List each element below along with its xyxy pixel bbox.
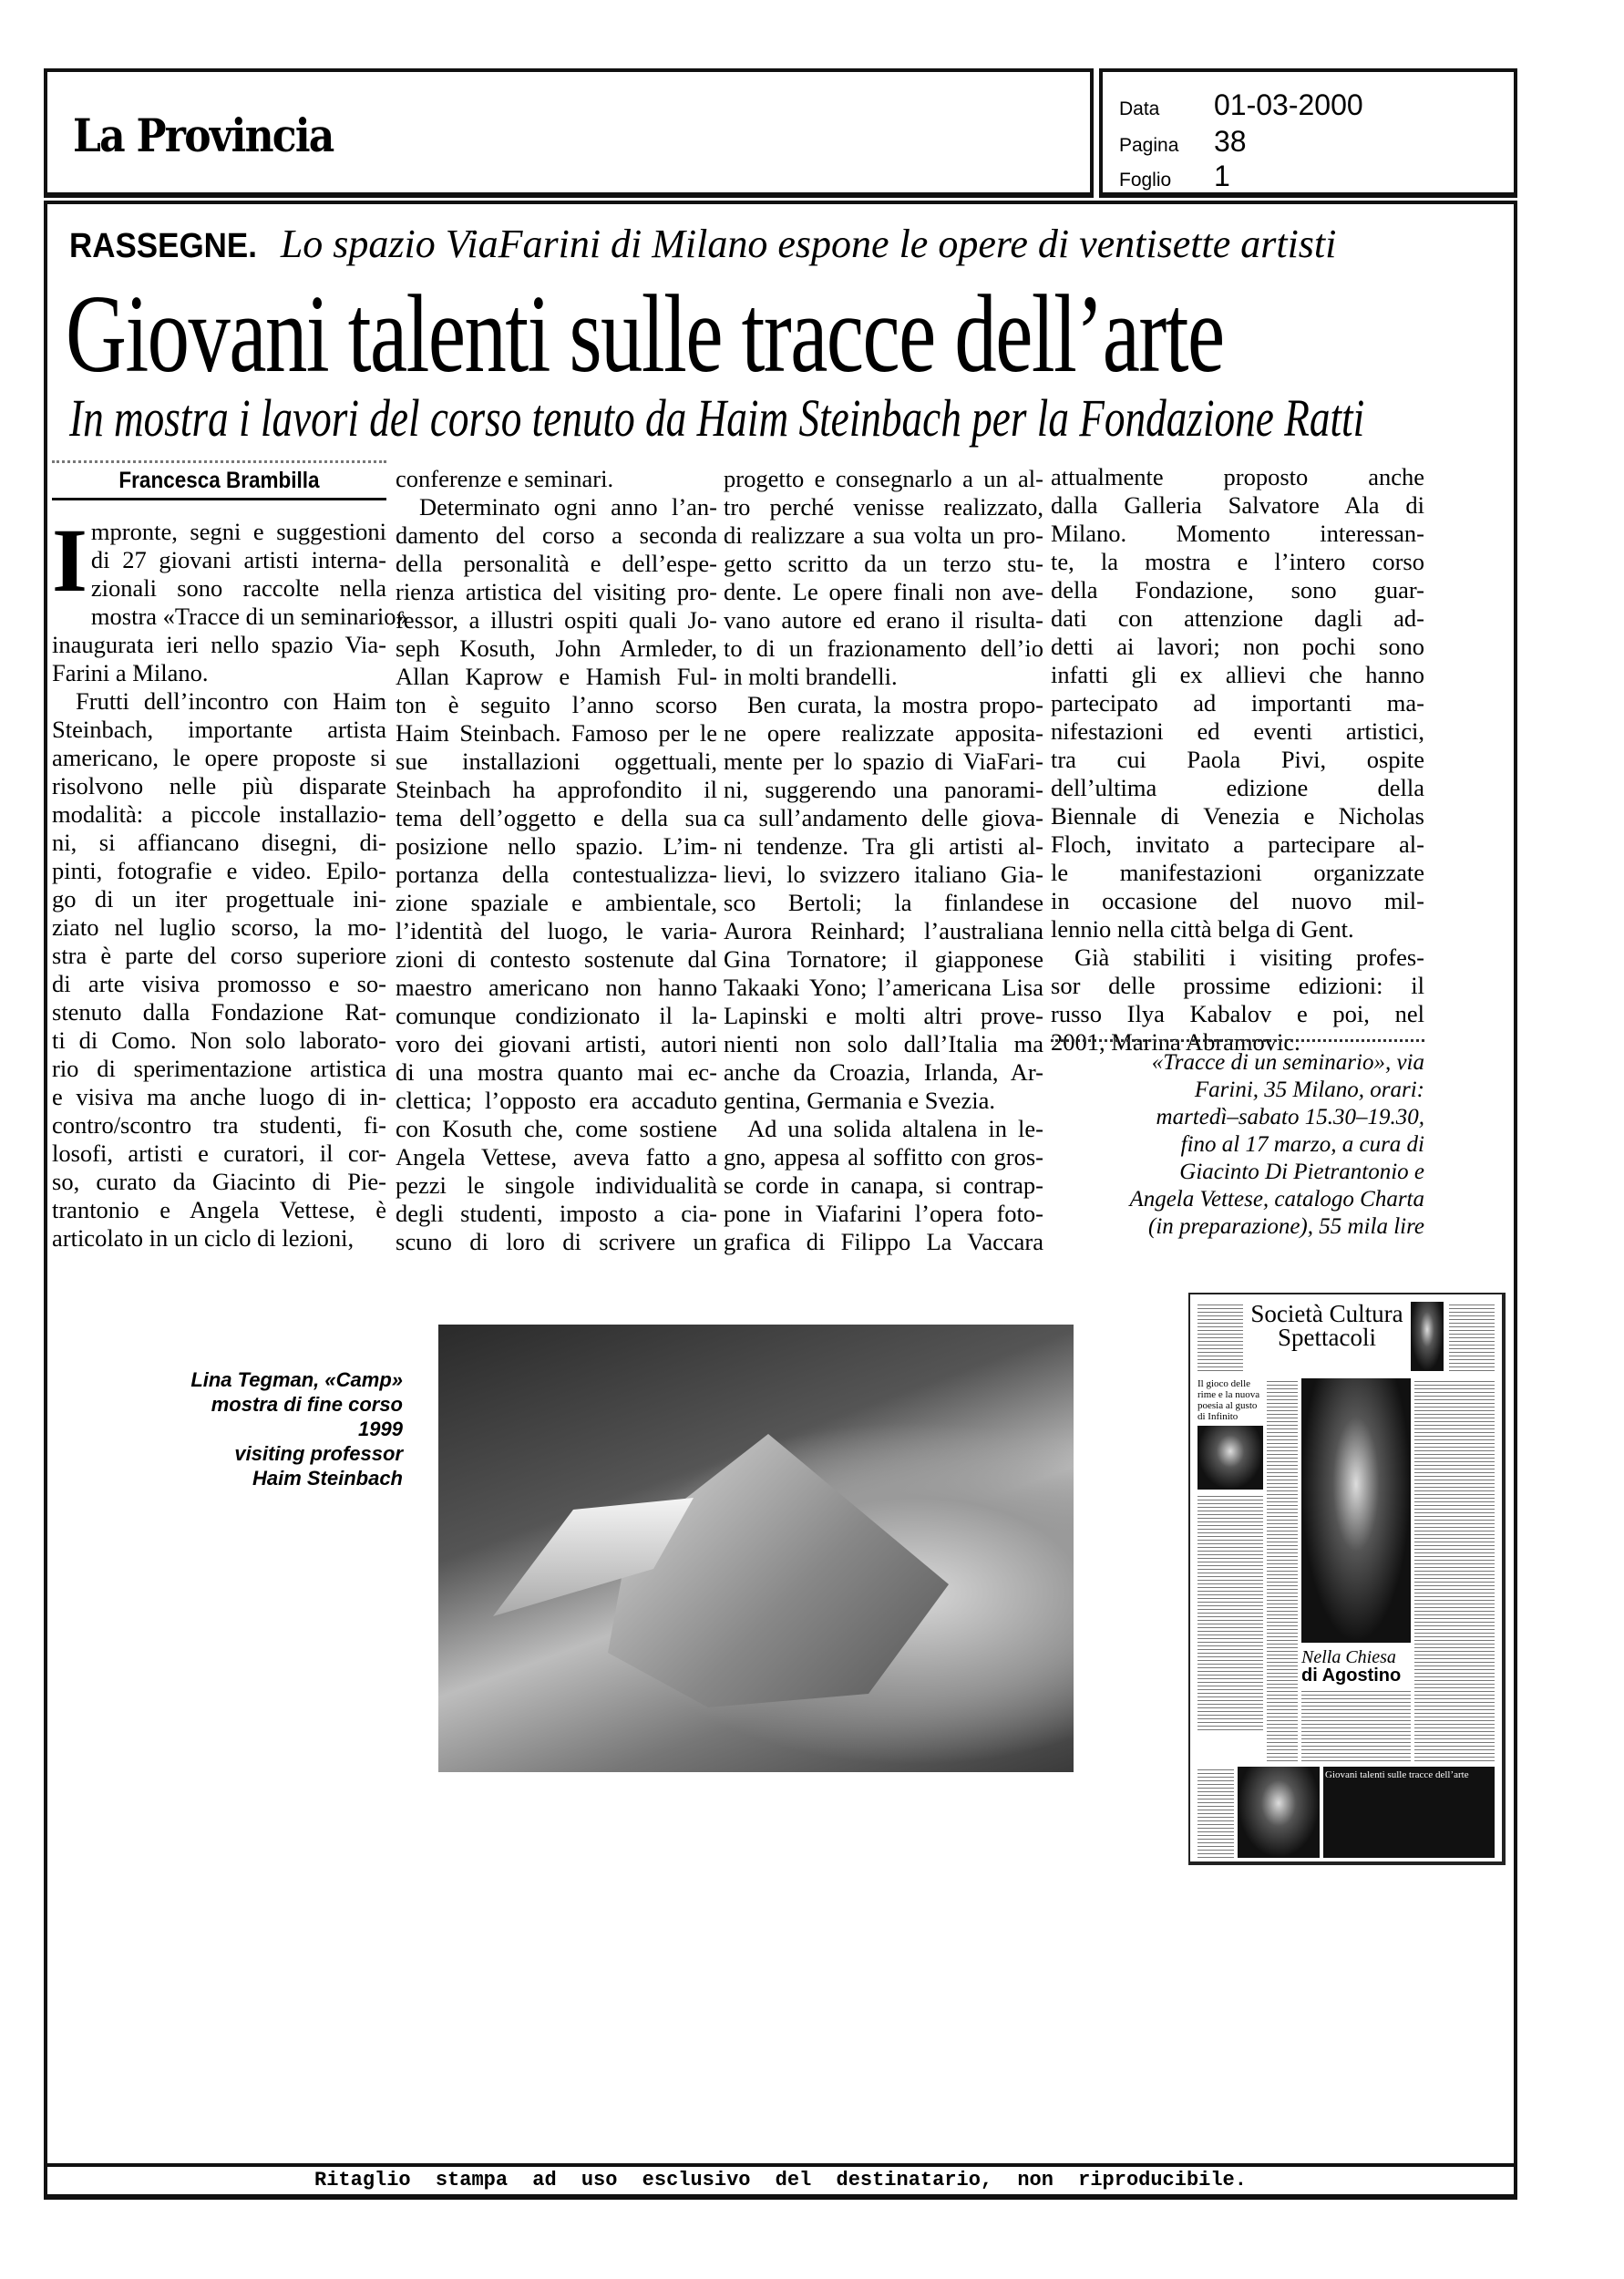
info-line: (in preparazione), 55 mila lire [1148,1214,1424,1239]
text-line: getto scritto da un terzo stu- [724,550,1043,577]
text-line: e visiva ma anche luogo di in- [52,1083,386,1110]
text-line: infatti gli ex allievi che hanno [1051,661,1424,688]
drop-cap: I [52,510,87,611]
text-line: risolvono nelle più disparate [52,772,386,799]
thumb-feature-2: di Agostino [1301,1665,1402,1686]
photo-caption [164,1367,403,1490]
info-dotted-rule [1051,1039,1424,1042]
text-line: damento del corso a seconda [396,521,717,549]
caption-line: Lina Tegman, «Camp» [190,1368,403,1391]
kicker-section: RASSEGNE. [69,227,257,265]
text-line: anche da Croazia, Irlanda, Ar- [724,1058,1043,1086]
text-line: gentina, Germania e Svezia. [724,1087,995,1114]
subheadline: In mostra i lavori del corso tenuto da Haim Steinbach per la Fondazione Ratti [69,388,1365,448]
thumb-title-societa: Società [1250,1300,1323,1327]
text-line: lennio nella città belga di Gent. [1051,915,1354,943]
thumb-text-block [1197,1302,1243,1371]
text-line: se corde in canapa, si contrap- [724,1171,1043,1199]
text-line: degli studenti, imposto a cia- [396,1200,717,1227]
article-column-3 [724,465,1043,1256]
text-line: maestro americano non hanno [396,974,717,1001]
paragraph [724,1115,1043,1256]
text-line: sor delle prossime edizioni: il [1051,972,1424,999]
text-line: russo Ilya Kabalov e poi, nel [1051,1000,1424,1027]
exhibition-info-box [1051,1039,1424,1241]
text-line: conferenze e seminari. [396,465,614,492]
text-line: Takaaki Yono; l’americana Lisa [724,974,1043,1001]
article-column-4 [1051,463,1424,1057]
text-line: Determinato ogni anno l’an- [419,493,717,521]
text-line: nifestazioni ed eventi artistici, [1051,717,1424,745]
text-line: pinti, fotografie e video. Epilo- [52,857,386,884]
sheet-label: Foglio [1119,170,1172,191]
thumb-title-spettacoli: Spettacoli [1278,1324,1376,1351]
sheet-value: 1 [1214,160,1230,192]
text-line: Aurora Reinhard; l’australiana [724,917,1043,944]
info-line: Farini, 35 Milano, orari: [1194,1078,1424,1102]
clipping-meta-box [1099,68,1517,198]
text-line: Steinbach ha approfondito il [396,776,717,803]
text-line: rio di sperimentazione artistica [52,1055,386,1082]
text-line: contro/scontro tra studenti, fi- [52,1111,386,1139]
text-line: scuno di loro di scrivere un [396,1228,717,1255]
text-line: di arte visiva promosso e so- [52,970,386,997]
text-line: gno, appesa al soffitto con gros- [724,1143,1043,1170]
text-line: Ad una solida altalena in le- [747,1115,1043,1142]
text-line: zionali sono raccolte nella [90,574,386,602]
caption-line: mostra di fine corso 1999 [211,1393,403,1440]
page-row [1119,125,1247,159]
text-line: fessor, a illustri ospiti quali Jo- [396,606,717,634]
info-line: «Tracce di un seminario», via [1151,1050,1424,1075]
text-line: trantonio e Angela Vettese, è [52,1196,386,1223]
text-line: in molti brandelli. [724,663,898,690]
text-line: stenuto dalla Fondazione Rat- [52,998,386,1026]
paragraph [52,687,386,1253]
text-line: articolato in un ciclo di lezioni, [52,1224,355,1252]
text-line: Ben curata, la mostra propo- [747,691,1043,718]
info-line: fino al 17 marzo, a cura di [1180,1132,1424,1157]
text-line: voro dei giovani artisti, autori [396,1030,717,1057]
clipping-disclaimer: Ritaglio stampa ad uso esclusivo del destinatario, non riproducibile. [44,2163,1517,2200]
kicker-text: Lo spazio ViaFarini di Milano espone le opere di ventisette artisti [280,222,1337,266]
text-line: pezzi le singole individualità [396,1171,717,1199]
text-line: della Fondazione, sono guar- [1051,576,1424,603]
text-line: sco Bertoli; la finlandese [724,889,1043,916]
thumb-text-block [1197,1493,1263,1730]
article-column-2 [396,465,717,1256]
text-line: detti ai lavori; non pochi sono [1051,633,1424,660]
text-line: inaugurata ieri nello spazio Via- [52,631,386,658]
text-line: so, curato da Giacinto di Pie- [52,1168,386,1195]
info-line: martedì–sabato 15.30–19.30, [1156,1105,1424,1129]
text-line: dati con attenzione dagli ad- [1051,604,1424,632]
text-line: Floch, invitato a partecipare al- [1051,830,1424,858]
text-line: Haim Steinbach. Famoso per le [396,719,717,747]
caption-line: visiting professor [234,1442,403,1465]
text-line: ni, suggerendo una panorami- [724,776,1043,803]
byline-rule [52,498,386,500]
text-line: con Kosuth che, come sostiene [396,1115,717,1142]
thumb-text-block [1414,1378,1495,1761]
text-line: progetto e consegnarlo a un al- [724,465,1043,492]
article-column-1 [52,510,408,1253]
kicker [69,221,1336,267]
text-line: ca sull’andamento delle giova- [724,804,1043,831]
date-label: Data [1119,98,1160,119]
text-line: sue installazioni oggettuali, [396,748,717,775]
artwork-photo [438,1325,1074,1772]
thumb-bottom-headline: Giovani talenti sulle tracce dell’arte [1325,1769,1469,1780]
date-value: 01-03-2000 [1214,88,1363,121]
text-line: ti di Como. Non solo laborato- [52,1026,386,1054]
paragraph [724,465,1043,691]
text-line: losofi, artisti e curatori, il cor- [52,1140,386,1167]
page-thumbnail [1188,1293,1506,1865]
caption-line: Haim Steinbach [252,1467,403,1490]
thumb-text-block [1267,1378,1298,1761]
page-value: 38 [1214,125,1247,158]
thumb-text-block [1449,1302,1495,1371]
text-line: ton è seguito l’anno scorso [396,691,717,718]
text-line: dalla Galleria Salvatore Ala di [1051,491,1424,519]
text-line: tema dell’oggetto e della sua [396,804,717,831]
text-line: dente. Le opere finali non ave- [724,578,1043,605]
text-line: portanza della contestualizza- [396,861,717,888]
thumb-image [1238,1767,1320,1858]
text-line: in occasione del nuovo mil- [1051,887,1424,914]
text-line: attualmente proposto anche [1051,463,1424,490]
text-line: mente per lo spazio di ViaFari- [724,748,1043,775]
text-line: posizione nello spazio. L’im- [396,832,717,860]
text-line: ni, si affiancano disegni, di- [52,829,386,856]
thumb-painting [1301,1378,1411,1643]
text-line: rienza artistica del visiting pro- [396,578,717,605]
byline [52,460,386,500]
publication-logo: La Provincia [73,108,334,162]
text-line: clettica; l’opposto era accaduto [396,1087,717,1114]
text-line: grafica di Filippo La Vaccara [724,1228,1043,1255]
text-line: go di un iter progettuale ini- [52,885,386,913]
text-line: ni tendenze. Tra gli artisti al- [724,832,1043,860]
text-line: Biennale di Venezia e Nicholas [1051,802,1424,830]
text-line: Lapinski e molti altri prove- [724,1002,1043,1029]
text-line: tro perché venisse realizzato, [724,493,1043,521]
sheet-row [1119,160,1230,193]
info-line: Angela Vettese, catalogo Charta [1129,1187,1424,1212]
text-line: lievi, lo svizzero italiano Gia- [724,861,1043,888]
text-line: zioni di contesto sostenute dal [396,945,717,973]
text-line: di 27 giovani artisti interna- [90,546,386,573]
text-line: te, la mostra e l’intero corso [1051,548,1424,575]
text-line: l’identità del luogo, le varia- [396,917,717,944]
text-line: americano, le opere proposte si [52,744,386,771]
text-line: partecipato ad importanti ma- [1051,689,1424,717]
text-line: dell’ultima edizione della [1051,774,1424,801]
text-line: le manifestazioni organizzate [1051,859,1424,886]
thumb-text-block [1197,1767,1234,1858]
text-line: modalità: a piccole installazio- [52,800,386,828]
paragraph [724,691,1043,1115]
masthead-box [44,68,1094,198]
author-name: Francesca Brambilla [118,468,320,493]
text-line: pone in Viafarini l’opera foto- [724,1200,1043,1227]
text-line: Gina Tornatore; il giapponese [724,945,1043,973]
text-line: Angela Vettese, aveva fatto a [396,1143,717,1170]
text-line: to di un frazionamento dell’io [724,634,1043,662]
text-line: tra cui Paola Pivi, ospite [1051,746,1424,773]
paragraph [1051,463,1424,944]
thumb-title-row [1249,1302,1405,1325]
thumb-image [1411,1302,1444,1371]
paragraph [396,493,717,1256]
text-line: zione spaziale e ambientale, [396,889,717,916]
paragraph [52,510,408,687]
paragraph [396,465,717,493]
text-line: seph Kosuth, John Armleder, [396,634,717,662]
headline: Giovani talenti sulle tracce dell’arte [66,273,1224,396]
text-line: ziato nel luglio scorso, la mo- [52,913,386,941]
text-line: mostra «Tracce di un seminario» [90,603,408,630]
text-line: ne opere realizzate apposita- [724,719,1043,747]
text-line: vano autore ed erano il risulta- [724,606,1043,634]
thumb-feature-1: Nella Chiesa [1301,1647,1396,1667]
thumb-portrait [1197,1426,1263,1490]
text-line: stra è parte del corso superiore [52,942,386,969]
text-line: Steinbach, importante artista [52,716,386,743]
text-line: Già stabiliti i visiting profes- [1074,944,1424,971]
text-line: nienti non solo dall’Italia ma [724,1030,1043,1057]
text-line: 2001, Marina Abramovic. [1051,1028,1300,1056]
info-line: Giacinto Di Pietrantonio e [1179,1160,1424,1184]
page-label: Pagina [1119,135,1179,156]
text-line: Milano. Momento interessan- [1051,520,1424,547]
text-line: della personalità e dell’espe- [396,550,717,577]
thumb-side-headline: Il gioco delle rime e la nuova poesia al gusto di Infinito [1197,1378,1260,1422]
text-line: di una mostra quanto mai ec- [396,1058,717,1086]
text-line: Frutti dell’incontro con Haim [76,687,386,715]
thumb-text-block [1301,1688,1411,1761]
text-line: Farini a Milano. [52,659,209,686]
text-line: di realizzare a sua volta un pro- [724,521,1043,549]
thumb-title-cultura: Cultura [1329,1300,1403,1327]
text-line: comunque condizionato il la- [396,1002,717,1029]
date-row [1119,88,1363,122]
text-line: mpronte, segni e suggestioni [90,518,386,545]
text-line: Allan Kaprow e Hamish Ful- [396,663,717,690]
